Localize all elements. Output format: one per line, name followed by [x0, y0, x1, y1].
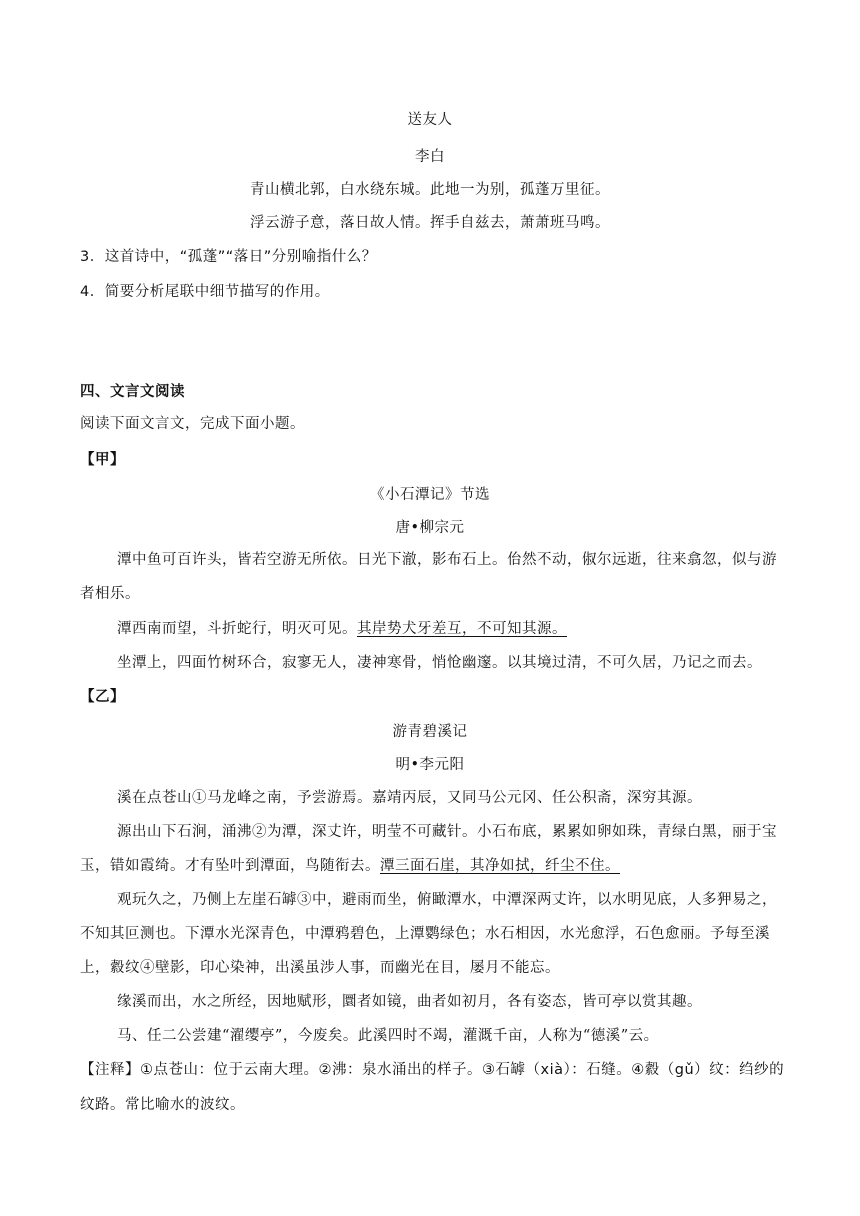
notes-line-2: 纹路。常比喻水的波纹。 [80, 1097, 245, 1113]
passage-jia-author: 唐•柳宗元 [395, 520, 465, 536]
passage-jia-title: 《小石潭记》节选 [370, 487, 490, 503]
passage-yi-p3-line3: 上，縠纹④壁影，印心染神，出溪虽涉人事，而幽光在目，屡月不能忘。 [80, 960, 560, 976]
passage-jia-marker: 【甲】 [80, 452, 125, 468]
passage-yi-title: 游青碧溪记 [392, 724, 468, 740]
passage-jia-p2-text: 潭西南而望，斗折蛇行，明灭可见。 [117, 621, 357, 637]
poem-title: 送友人 [407, 112, 453, 128]
passage-yi-author: 明•李元阳 [395, 757, 465, 773]
question-3: 3．这首诗中，“孤蓬”“落日”分别喻指什么？ [80, 249, 377, 265]
poem-author: 李白 [415, 149, 445, 165]
section-instruction: 阅读下面文言文，完成下面小题。 [80, 416, 305, 432]
section-heading: 四、文言文阅读 [80, 384, 185, 400]
passage-yi-p4: 缘溪而出，水之所经，因地赋形，圜者如镜，曲者如初月，各有姿态，皆可亭以赏其趣。 [117, 994, 702, 1010]
passage-yi-p3-line2: 不知其叵测也。下潭水光深青色，中潭鸦碧色，上潭鹦绿色；水石相因，水光愈浮，石色愈丽。予每至溪 [80, 926, 770, 942]
passage-yi-p5: 马、任二公尝建“濯缨亭”，今废矣。此溪四时不竭，灌溉千亩，人称为“德溪”云。 [117, 1028, 659, 1044]
passage-yi-p1: 溪在点苍山①马龙峰之南，予尝游焉。嘉靖丙辰，又同马公元冈、任公积斋，深穷其源。 [117, 790, 702, 806]
passage-jia-p1-line2: 者相乐。 [80, 586, 140, 602]
passage-yi-p2-line1: 源出山下石涧，涌沸②为潭，深丈许，明莹不可藏针。小石布底，累累如卵如珠，青绿白黑，丽于宝 [117, 824, 777, 840]
poem-line-1: 青山横北郭，白水绕东城。此地一为别，孤蓬万里征。 [250, 182, 610, 198]
passage-jia-p2 [117, 619, 567, 639]
passage-jia-p1-line1: 潭中鱼可百许头，皆若空游无所依。日光下澈，影布石上。佁然不动，俶尔远逝，往来翕忽，似与游 [117, 552, 777, 568]
passage-yi-p2-text: 玉，错如霞绮。才有坠叶到潭面，鸟随衔去。 [80, 858, 380, 874]
notes-line-1: 【注释】①点苍山：位于云南大理。②沸：泉水涌出的样子。③石罅（xià）：石缝。④縠（gǔ）纹：绉纱的 [80, 1062, 785, 1078]
question-4: 4．简要分析尾联中细节描写的作用。 [80, 284, 330, 300]
passage-yi-p3-line1: 观玩久之，乃侧上左崖石罅③中，避雨而坐，俯瞰潭水，中潭深两丈许，以水明见底，人多狎易之， [117, 892, 777, 908]
passage-yi-marker: 【乙】 [80, 689, 125, 705]
passage-jia-p2-underlined: 其岸势犬牙差互，不可知其源。 [357, 621, 567, 637]
passage-jia-p3: 坐潭上，四面竹树环合，寂寥无人，凄神寒骨，悄怆幽邃。以其境过清，不可久居，乃记之而去。 [117, 655, 762, 671]
poem-line-2: 浮云游子意，落日故人情。挥手自兹去，萧萧班马鸣。 [250, 215, 610, 231]
passage-yi-p2-line2 [80, 856, 620, 876]
passage-yi-p2-underlined: 潭三面石崖，其净如拭，纤尘不住。 [380, 858, 620, 874]
